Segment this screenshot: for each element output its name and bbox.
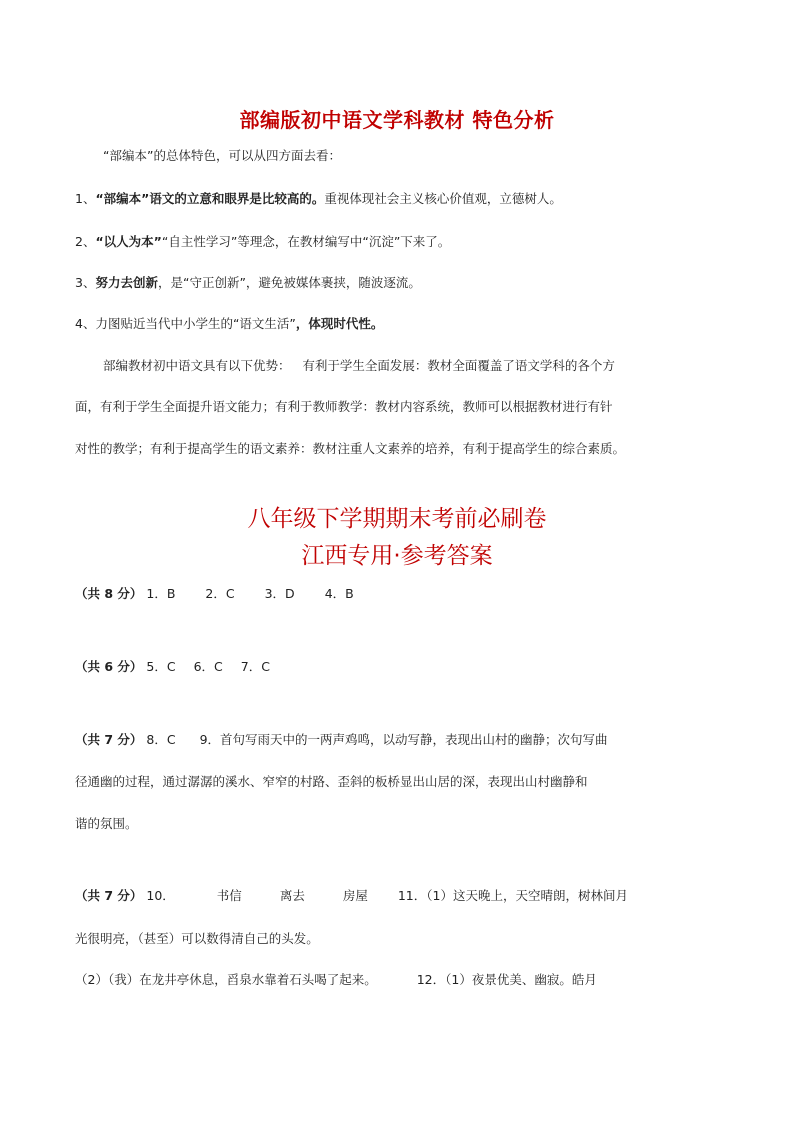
- point-4: [75, 314, 383, 334]
- score-label: （共 6 分）: [75, 659, 143, 674]
- intro-line: “部编本”的总体特色，可以从四方面去看：: [103, 148, 341, 163]
- answer-title-line-2: 江西专用·参考答案: [301, 543, 493, 569]
- point-number: 3、: [75, 275, 96, 290]
- answer-group-4-line-3: [75, 970, 597, 990]
- answer-group-4: [75, 886, 628, 906]
- answer-group-4-line-2: 光很明亮，（甚至）可以数得清自己的头发。: [75, 931, 319, 946]
- answer-text: （2）（我）在龙井亭休息，舀泉水靠着石头喝了起来。: [75, 972, 377, 987]
- answer-group-2: [75, 657, 270, 677]
- answer: 6．C: [193, 659, 223, 674]
- answer: 4．B: [324, 586, 354, 601]
- point-bold: “以人为本”: [95, 234, 162, 249]
- answer: 3．D: [264, 586, 295, 601]
- answer: 5．C: [146, 659, 176, 674]
- point-bold: 努力去创新: [95, 275, 158, 290]
- answer-group-3-line-3: 谐的氛围。: [75, 816, 138, 831]
- answer-word: 离去: [279, 888, 305, 903]
- document-title: 部编版初中语文学科教材 特色分析: [239, 108, 555, 132]
- answer-word: 书信: [216, 888, 242, 903]
- answer-group-3-line-2: 径通幽的过程，通过潺潺的溪水、窄窄的村路、歪斜的板桥显出山居的深，表现出山村幽静和: [75, 774, 588, 789]
- point-bold: “部编本”语文的立意和眼界是比较高的。: [95, 191, 325, 206]
- answer-group-3: [75, 730, 608, 750]
- answer-text: 12．（1）夜景优美、幽寂。皓月: [416, 972, 597, 987]
- point-3: [75, 273, 421, 293]
- answer: 8．C: [146, 732, 176, 747]
- point-text: ，是“守正创新”，避免被媒体裹挟，随波逐流。: [157, 275, 421, 290]
- score-label: （共 8 分）: [75, 586, 143, 601]
- answer: 7．C: [240, 659, 270, 674]
- answer-text: 11．（1）这天晚上，天空晴朗，树林间月: [397, 888, 628, 903]
- score-label: （共 7 分）: [75, 888, 143, 903]
- point-text: “自主性学习”等理念，在教材编写中“沉淀”下来了。: [161, 234, 451, 249]
- answer: 10．: [146, 888, 175, 903]
- point-text: 力图贴近当代中小学生的“语文生活”: [95, 316, 296, 331]
- answer: 1．B: [146, 586, 176, 601]
- point-text: 重视体现社会主义核心价值观，立德树人。: [324, 191, 562, 206]
- answer-word: 房屋: [342, 888, 368, 903]
- advantages-line-3: 对性的教学；有利于提高学生的语文素养：教材注重人文素养的培养，有利于提高学生的综合素质。: [75, 441, 626, 456]
- score-label: （共 7 分）: [75, 732, 143, 747]
- point-number: 2、: [75, 234, 96, 249]
- point-1: [75, 189, 562, 209]
- point-bold: ，体现时代性。: [295, 316, 384, 331]
- point-2: [75, 232, 450, 252]
- point-number: 1、: [75, 191, 96, 206]
- point-number: 4、: [75, 316, 96, 331]
- answer: 2．C: [205, 586, 235, 601]
- advantages-line-1: 部编教材初中语文具有以下优势： 有利于学生全面发展：教材全面覆盖了语文学科的各个方: [103, 358, 615, 373]
- advantages-line-2: 面，有利于学生全面提升语文能力；有利于教师教学：教材内容系统，教师可以根据教材进行有针: [75, 399, 613, 414]
- answer-text: 9．首句写雨天中的一两声鸡鸣，以动写静，表现出山村的幽静；次句写曲: [199, 732, 608, 747]
- answer-group-1: [75, 584, 354, 604]
- answer-title-line-1: 八年级下学期期末考前必刷卷: [247, 506, 547, 532]
